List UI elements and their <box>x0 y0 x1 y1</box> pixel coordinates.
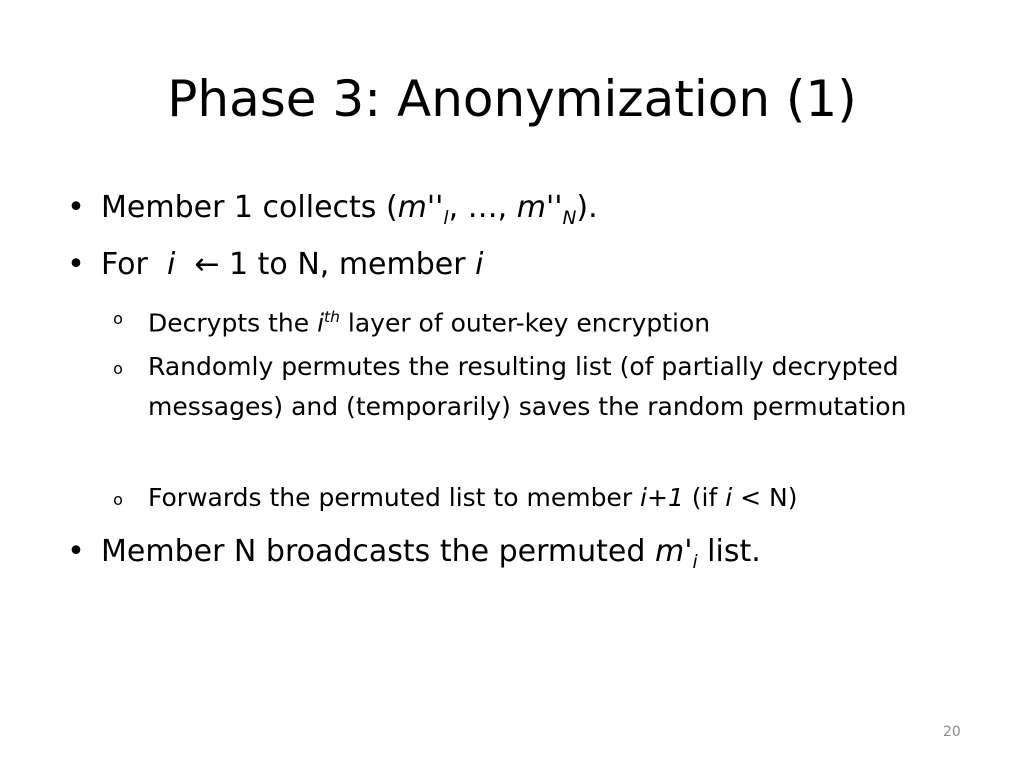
subbullet-marker: o <box>113 490 123 509</box>
bullet-marker: • <box>67 247 85 282</box>
bullet-marker: • <box>67 190 85 225</box>
subbullet-text: Decrypts the $i^{th}$ layer of outer-key encryption <box>148 308 711 338</box>
subbullet-text: Forwards the permuted list to member i+1 (if i < N) <box>148 483 798 512</box>
bullet-text: For i ← 1 to N, member i <box>101 247 484 282</box>
subbullet-text: Randomly permutes the resulting list (of partially decrypted messages) and (temporarily) saves the random permutation <box>148 352 907 421</box>
bullet-text: Member N broadcasts the permuted $m'_i$ list. <box>101 534 761 573</box>
subbullet-marker: o <box>113 359 123 378</box>
page-number: 20 <box>943 724 961 740</box>
bullet-text: Member 1 collects ($m''_l$, …, $m''_N$). <box>101 190 598 229</box>
slide-title: Phase 3: Anonymization (1) <box>167 70 857 128</box>
bullet-marker: • <box>67 534 85 569</box>
subbullet-marker: o <box>113 309 123 328</box>
